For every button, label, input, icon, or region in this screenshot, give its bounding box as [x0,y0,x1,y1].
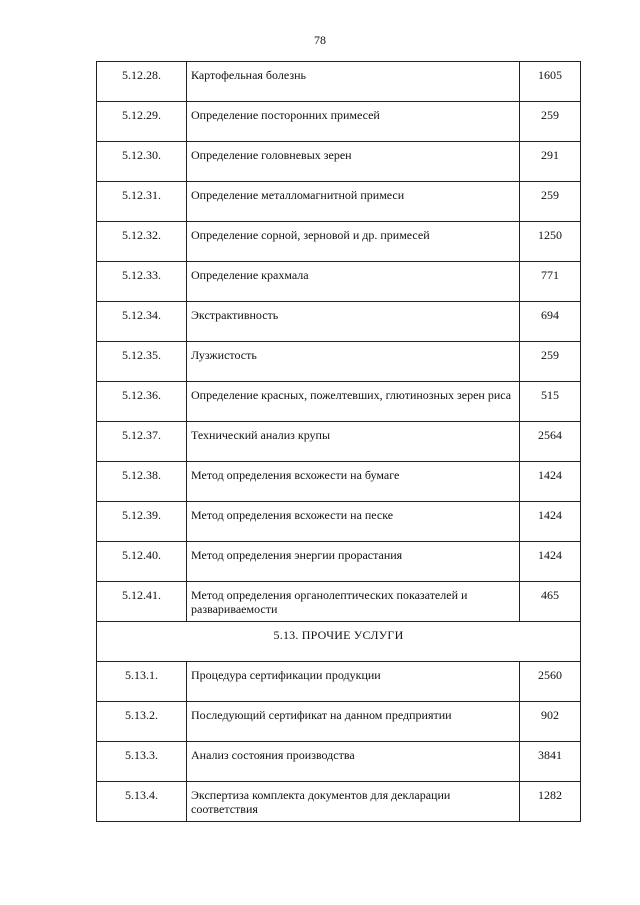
item-name: Экспертиза комплекта документов для декларации соответствия [187,782,520,822]
item-code: 5.12.41. [97,582,187,622]
item-name: Метод определения энергии прорастания [187,542,520,582]
table-row [97,182,581,222]
item-price: 259 [520,182,581,222]
item-code: 5.13.2. [97,702,187,742]
item-price: 1424 [520,542,581,582]
item-name: Определение посторонних примесей [187,102,520,142]
item-code: 5.12.30. [97,142,187,182]
item-name: Лузжистость [187,342,520,382]
section-title: 5.13. ПРОЧИЕ УСЛУГИ [97,622,581,662]
item-name: Метод определения всхожести на бумаге [187,462,520,502]
table-body-section-5-12 [97,62,581,622]
table-row [97,742,581,782]
table-row [97,62,581,102]
item-code: 5.12.28. [97,62,187,102]
table-row [97,222,581,262]
table-row [97,342,581,382]
item-code: 5.12.38. [97,462,187,502]
table-row [97,142,581,182]
item-name: Анализ состояния производства [187,742,520,782]
item-price: 3841 [520,742,581,782]
item-price: 465 [520,582,581,622]
item-code: 5.13.3. [97,742,187,782]
item-price: 291 [520,142,581,182]
item-code: 5.12.32. [97,222,187,262]
item-code: 5.12.29. [97,102,187,142]
item-name: Метод определения органолептических показателей и развариваемости [187,582,520,622]
section-header-row [97,622,581,662]
table-row [97,782,581,822]
item-code: 5.12.31. [97,182,187,222]
item-name: Экстрактивность [187,302,520,342]
item-price: 1424 [520,462,581,502]
item-code: 5.12.39. [97,502,187,542]
item-name: Определение сорной, зерновой и др. примесей [187,222,520,262]
item-code: 5.12.37. [97,422,187,462]
table-row [97,262,581,302]
page-number: 78 [314,33,326,47]
price-table [96,61,581,822]
item-name: Метод определения всхожести на песке [187,502,520,542]
item-code: 5.12.33. [97,262,187,302]
item-price: 1424 [520,502,581,542]
table-row [97,422,581,462]
item-code: 5.12.36. [97,382,187,422]
item-price: 694 [520,302,581,342]
table-row [97,662,581,702]
item-name: Картофельная болезнь [187,62,520,102]
item-code: 5.12.40. [97,542,187,582]
item-price: 2564 [520,422,581,462]
item-name: Определение красных, пожелтевших, глютинозных зерен риса [187,382,520,422]
table-row [97,582,581,622]
item-price: 259 [520,342,581,382]
item-name: Определение головневых зерен [187,142,520,182]
item-name: Определение металломагнитной примеси [187,182,520,222]
item-code: 5.13.4. [97,782,187,822]
table-row [97,462,581,502]
table-row [97,702,581,742]
item-price: 515 [520,382,581,422]
item-code: 5.12.34. [97,302,187,342]
item-price: 902 [520,702,581,742]
table-body-section-5-13 [97,662,581,822]
table-row [97,382,581,422]
item-price: 1250 [520,222,581,262]
item-name: Процедура сертификации продукции [187,662,520,702]
table-body-section-header [97,622,581,662]
table-row [97,302,581,342]
table-row [97,542,581,582]
table-row [97,102,581,142]
item-price: 771 [520,262,581,302]
item-price: 2560 [520,662,581,702]
table-row [97,502,581,542]
item-name: Технический анализ крупы [187,422,520,462]
item-code: 5.13.1. [97,662,187,702]
item-price: 1605 [520,62,581,102]
item-name: Последующий сертификат на данном предприятии [187,702,520,742]
item-code: 5.12.35. [97,342,187,382]
item-price: 259 [520,102,581,142]
item-name: Определение крахмала [187,262,520,302]
item-price: 1282 [520,782,581,822]
